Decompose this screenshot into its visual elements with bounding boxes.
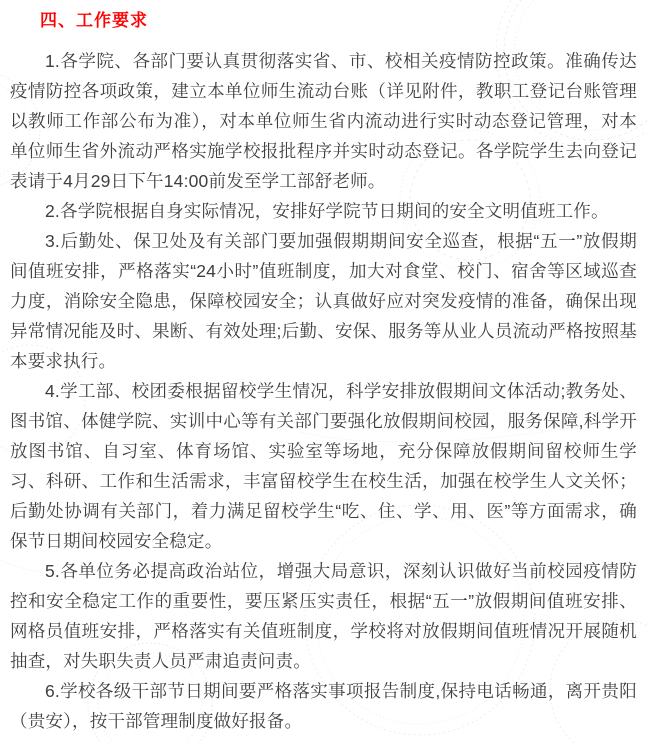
- paragraph-5: 5.各单位务必提高政治站位，增强大局意识，深刻认识做好当前校园疫情防控和安全稳定工作的重要性，要压紧压实责任，根据“五一”放假期间值班安排、网格员值班安排，严格落实有关值班制度，学校将对放假期间值班情况开展随机抽查，对失职失责人员严肃追责问责。: [10, 561, 637, 671]
- paragraph-6: 6.学校各级干部节日期间要严格落实事项报告制度,保持电话畅通，离开贵阳（贵安），按干部管理制度做好报备。: [10, 681, 637, 731]
- paragraph-3: 3.后勤处、保卫处及有关部门要加强假期期间安全巡查，根据“五一”放假期间值班安排，严格落实“24小时”值班制度，加大对食堂、校门、宿舍等区域巡查力度，消除安全隐患，保障校园安全；认真做好应对突发疫情的准备，确保出现异常情况能及时、果断、有效处理;后勤、安保、服务等从业人员流动严格按照基本要求执行。: [10, 231, 637, 371]
- section-heading: 四、工作要求: [40, 11, 148, 30]
- paragraph-2: 2.各学院根据自身实际情况，安排好学院节日期间的安全文明值班工作。: [45, 201, 609, 221]
- paragraph-4: 4.学工部、校团委根据留校学生情况，科学安排放假期间文体活动;教务处、图书馆、体健学院、实训中心等有关部门要强化放假期间校园，服务保障,科学开放图书馆、自习室、体育场馆、实验室等场地，充分保障放假期间留校师生学习、科研、工作和生活需求，丰富留校学生在校生活，加强在校学生人文关怀；后勤处协调有关部门，着力满足留校学生“吃、住、学、用、医”等方面需求，确保节日期间校园安全稳定。: [10, 381, 637, 551]
- paragraph-1: 1.各学院、各部门要认真贯彻落实省、市、校相关疫情防控政策。准确传达疫情防控各项政策，建立本单位师生流动台账（详见附件，教职工登记台账管理以教师工作部公布为准），对本单位师生省内流动进行实时动态登记管理，对本单位师生省外流动严格实施学校报批程序并实时动态登记。各学院学生去向登记表请于4月29日下午14:00前发至学工部舒老师。: [10, 51, 637, 191]
